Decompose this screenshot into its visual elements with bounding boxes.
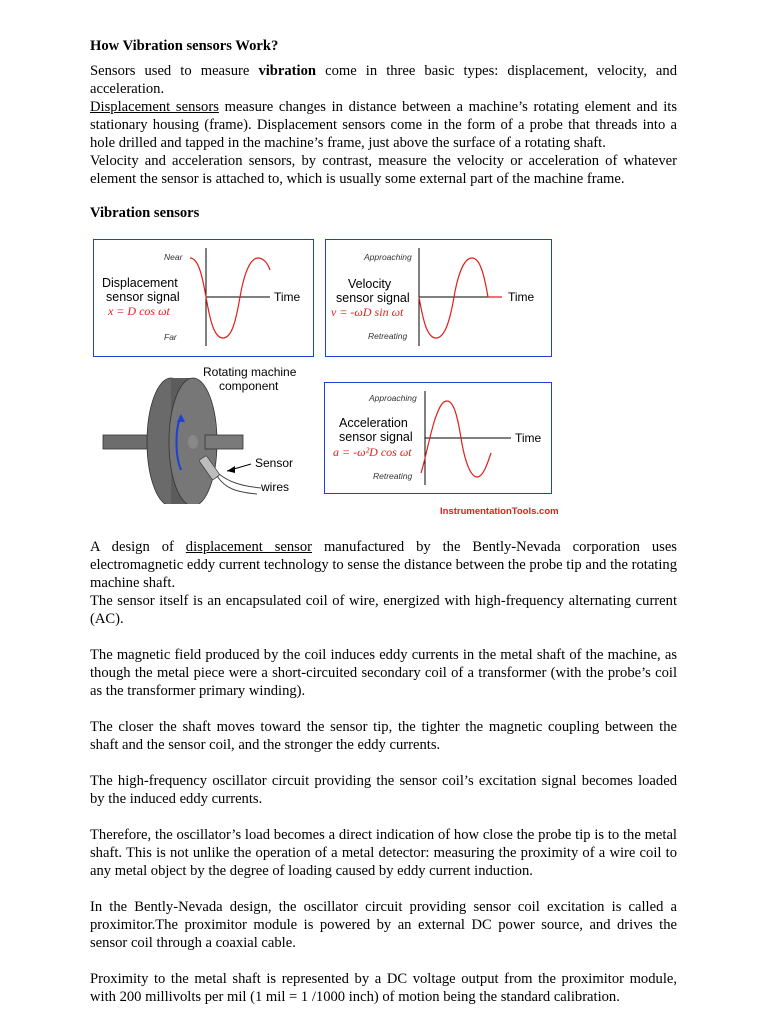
body-text: manufactured by the Bently-Nevada corporation uses electromagnetic eddy current technology to sense the distance between the probe tip and the rotating machine shaft. — [90, 539, 677, 591]
wires-label: wires — [261, 480, 290, 494]
watermark: InstrumentationTools.com — [440, 506, 559, 517]
acceleration-panel — [324, 382, 552, 494]
intro-text: come in three basic types: displacement, velocity, and acceleration. — [90, 63, 677, 97]
velocity-curve — [419, 258, 502, 338]
machine-label-line2: component — [219, 379, 279, 393]
body-section — [90, 538, 677, 1006]
sensor-label: Sensor — [255, 456, 294, 470]
acceleration-time-label: Time — [515, 431, 542, 445]
sensor-wire-1 — [217, 476, 257, 494]
acceleration-title-line1: Acceleration — [339, 416, 408, 430]
displacement-title-line2: sensor signal — [106, 290, 180, 304]
vibration-sensors-figure — [90, 236, 560, 522]
displacement-panel — [93, 239, 314, 357]
shaft-left — [103, 435, 151, 449]
displacement-time-label: Time — [274, 290, 301, 304]
intro-bold-term: vibration — [258, 63, 317, 79]
section-heading-block — [90, 204, 677, 222]
intro-section — [90, 62, 677, 188]
body-paragraph-5: The high-frequency oscillator circuit providing the sensor coil’s excitation signal becomes loaded by the induced eddy currents. — [90, 773, 677, 807]
rotating-machine-illustration — [95, 364, 325, 504]
sensor-pointer-arrowhead — [227, 466, 235, 473]
body-paragraph-7: In the Bently-Nevada design, the oscillator circuit providing sensor coil excitation is called a proximitor.The proximitor module is powered by an external DC power source, and drives the sensor coil through a coaxial cable. — [90, 899, 677, 951]
intro-paragraph-2 — [90, 98, 677, 152]
displacement-chart — [94, 240, 313, 356]
body-paragraph-3: The magnetic field produced by the coil induces eddy currents in the metal shaft of the machine, as though the metal piece were a short-circuited secondary coil of a transformer (with the probe’s coil as the transformer primary winding). — [90, 647, 677, 699]
near-label: Near — [164, 252, 183, 262]
velocity-formula: v = -ωD sin ωt — [331, 305, 404, 319]
velocity-title-line1: Velocity — [348, 277, 392, 291]
body-paragraph-6: Therefore, the oscillator’s load becomes a direct indication of how close the probe tip is to the metal shaft. This is not unlike the operation of a metal detector: measuring the proximity of a wire coil to any metal object by the degree of loading caused by eddy current induction. — [90, 827, 677, 879]
body-text: A design of — [90, 539, 186, 555]
body-paragraph-2: The sensor itself is an encapsulated coil of wire, energized with high-frequency alternating current (AC). — [90, 593, 677, 627]
velocity-chart — [326, 240, 551, 356]
shaft-right — [205, 435, 243, 449]
retreating-label: Retreating — [368, 331, 408, 341]
body-paragraph-8: Proximity to the metal shaft is represented by a DC voltage output from the proximitor module, with 200 millivolts per mil (1 mil = 1 /1000 inch) of motion being the standard calibration. — [90, 971, 677, 1005]
intro-text: Sensors used to measure — [90, 63, 259, 79]
machine-label-line1: Rotating machine — [203, 365, 297, 379]
acceleration-title-line2: sensor signal — [339, 430, 413, 444]
acceleration-formula: a = -ω²D cos ωt — [333, 445, 412, 459]
intro-text: measure changes in distance between a machine’s rotating element and its stationary housing (frame). Displacement sensors come in the form of a probe that threads into a hole drilled and tapped in the machine’s frame, just above the surface of a rotating shaft. — [90, 99, 678, 151]
shaft-hub — [188, 435, 198, 449]
displacement-sensors-link[interactable]: Displacement sensors — [90, 99, 219, 115]
displacement-curve — [190, 258, 270, 338]
body-paragraph-1 — [90, 538, 677, 592]
approaching-label: Approaching — [369, 393, 417, 403]
body-paragraph-4: The closer the shaft moves toward the sensor tip, the tighter the magnetic coupling between the shaft and the sensor coil, and the stronger the eddy currents. — [90, 719, 677, 753]
page-title: How Vibration sensors Work? — [90, 38, 279, 54]
retreating-label: Retreating — [373, 471, 413, 481]
document-title-block — [90, 37, 677, 55]
intro-paragraph-3: Velocity and acceleration sensors, by contrast, measure the velocity or acceleration of whatever element the sensor is attached to, which is usually some external part of the machine frame. — [90, 153, 677, 187]
velocity-time-label: Time — [508, 290, 535, 304]
intro-paragraph-1 — [90, 62, 677, 98]
velocity-panel — [325, 239, 552, 357]
velocity-title-line2: sensor signal — [336, 291, 410, 305]
sensor-wire-2 — [219, 474, 261, 488]
displacement-title-line1: Displacement — [102, 276, 178, 290]
far-label: Far — [164, 332, 177, 342]
displacement-formula: x = D cos ωt — [108, 304, 170, 318]
displacement-sensor-link[interactable]: displacement sensor — [185, 539, 313, 555]
acceleration-chart — [325, 383, 551, 493]
section-heading: Vibration sensors — [90, 205, 200, 221]
approaching-label: Approaching — [364, 252, 412, 262]
acceleration-curve — [421, 401, 491, 477]
